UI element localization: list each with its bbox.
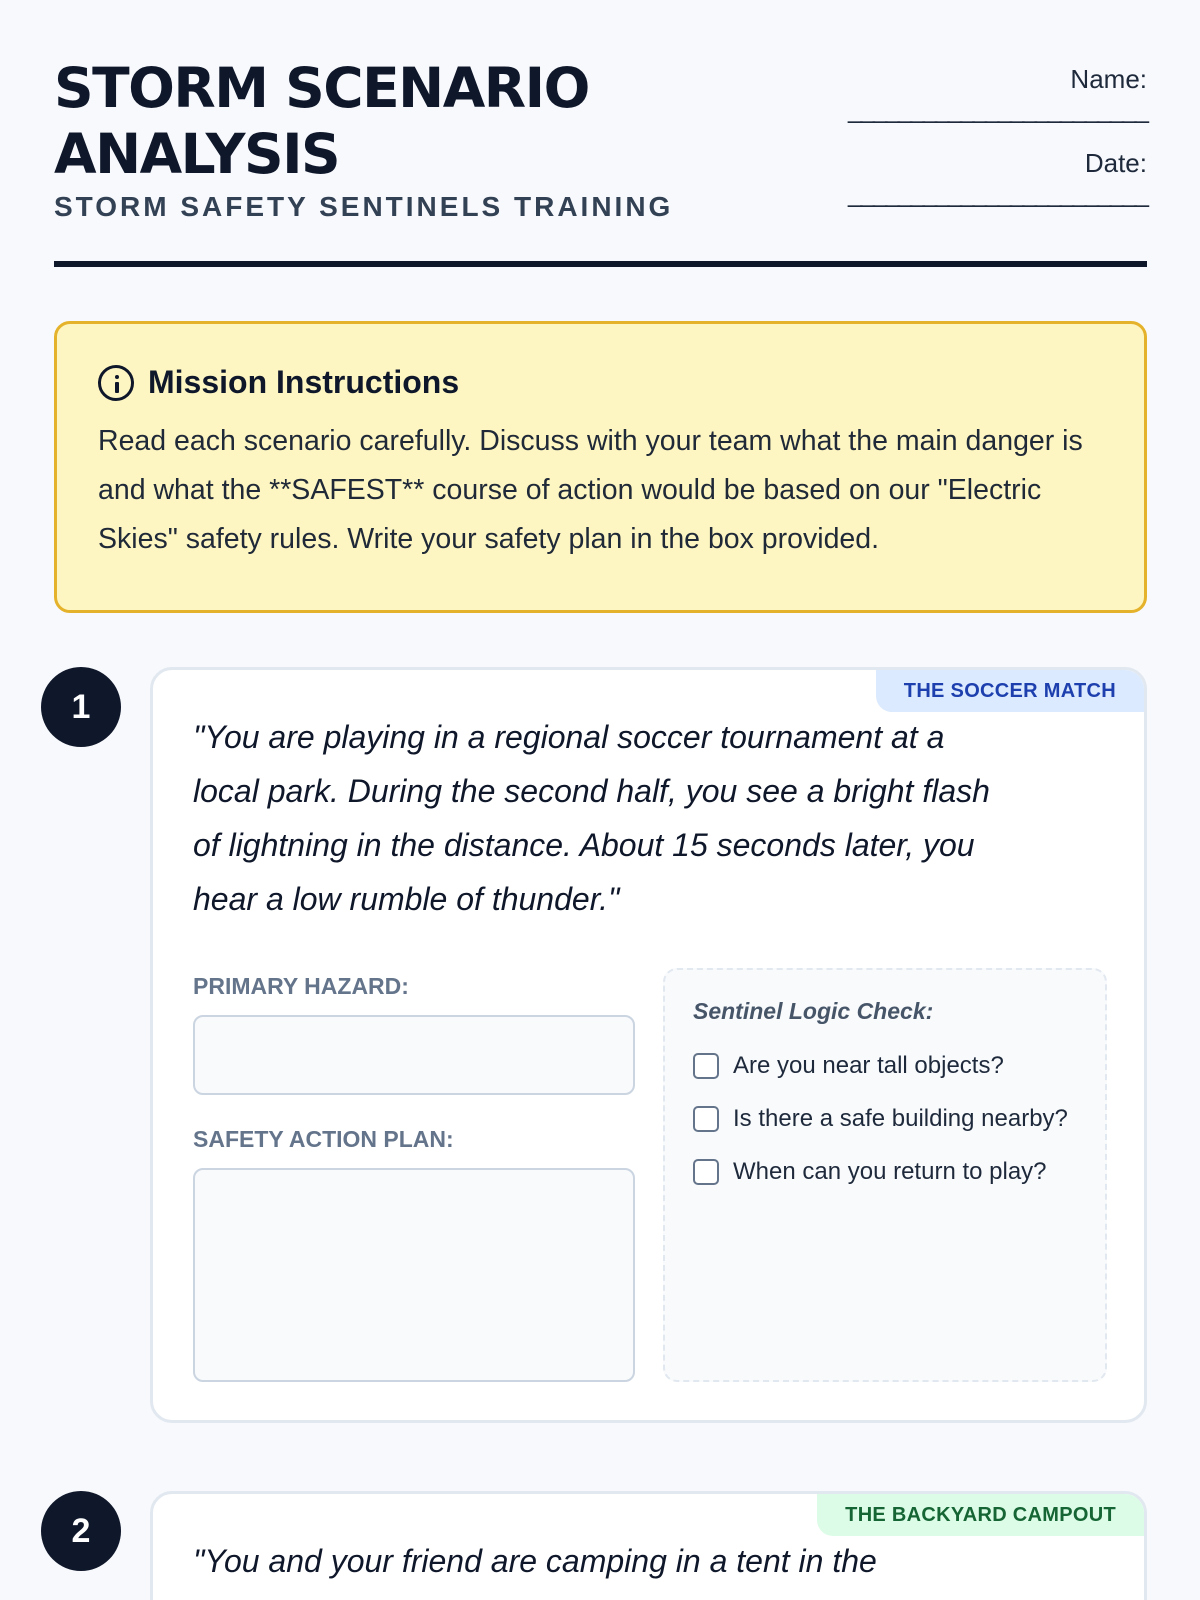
info-icon: [98, 365, 134, 401]
scenario-number-1: 1: [41, 667, 121, 747]
safety-action-plan-input[interactable]: [193, 1168, 635, 1382]
check-item-label: When can you return to play?: [733, 1157, 1047, 1185]
check-item[interactable]: [693, 1092, 1077, 1145]
page-title: STORM SCENARIO ANALYSIS: [54, 56, 589, 186]
scenario-quote: "You are playing in a regional soccer tournament at a local park. During the second half, you see a bright flash of lightning in the distance. About 15 seconds later, you hear a low rumble of thunder.": [193, 719, 990, 917]
checkbox[interactable]: [693, 1159, 719, 1185]
scenario-card-1: [150, 667, 1147, 1423]
instructions-header: [98, 364, 1103, 401]
sentinel-logic-check: [663, 968, 1107, 1382]
instructions-text: Read each scenario carefully. Discuss with your team what the main danger is and what the **SAFEST** course of action would be based on our "Electric Skies" safety rules. Write your safety plan in the box provided.: [98, 425, 1083, 555]
scenario-card-2: [150, 1491, 1147, 1600]
worksheet-page: [54, 0, 1147, 1600]
primary-hazard-label: PRIMARY HAZARD:: [193, 973, 409, 999]
page-subtitle: STORM SAFETY SENTINELS TRAINING: [54, 191, 674, 222]
safety-action-plan-label: SAFETY ACTION PLAN:: [193, 1126, 454, 1152]
name-label: Name:: [1070, 64, 1147, 94]
primary-hazard-input[interactable]: [193, 1015, 635, 1095]
logic-check-title: Sentinel Logic Check:: [693, 998, 934, 1024]
student-fields: [817, 63, 1147, 231]
header: [54, 55, 1147, 267]
checkbox[interactable]: [693, 1106, 719, 1132]
date-label: Date:: [1084, 148, 1147, 178]
date-field[interactable]: ________________________: [847, 178, 1147, 208]
checkbox[interactable]: [693, 1053, 719, 1079]
instructions-title: Mission Instructions: [148, 364, 460, 400]
scenario-quote: "You and your friend are camping in a tent in the: [193, 1543, 877, 1579]
name-field[interactable]: ________________________: [847, 94, 1147, 124]
check-item-label: Is there a safe building nearby?: [733, 1104, 1068, 1132]
scenario-tag: THE BACKYARD CAMPOUT: [817, 1494, 1144, 1536]
check-item[interactable]: [693, 1039, 1077, 1092]
check-item-label: Are you near tall objects?: [733, 1051, 1004, 1079]
scenario-tag: THE SOCCER MATCH: [876, 670, 1144, 712]
mission-instructions: [54, 321, 1147, 613]
check-item[interactable]: [693, 1145, 1077, 1198]
scenario-number-2: 2: [41, 1491, 121, 1571]
